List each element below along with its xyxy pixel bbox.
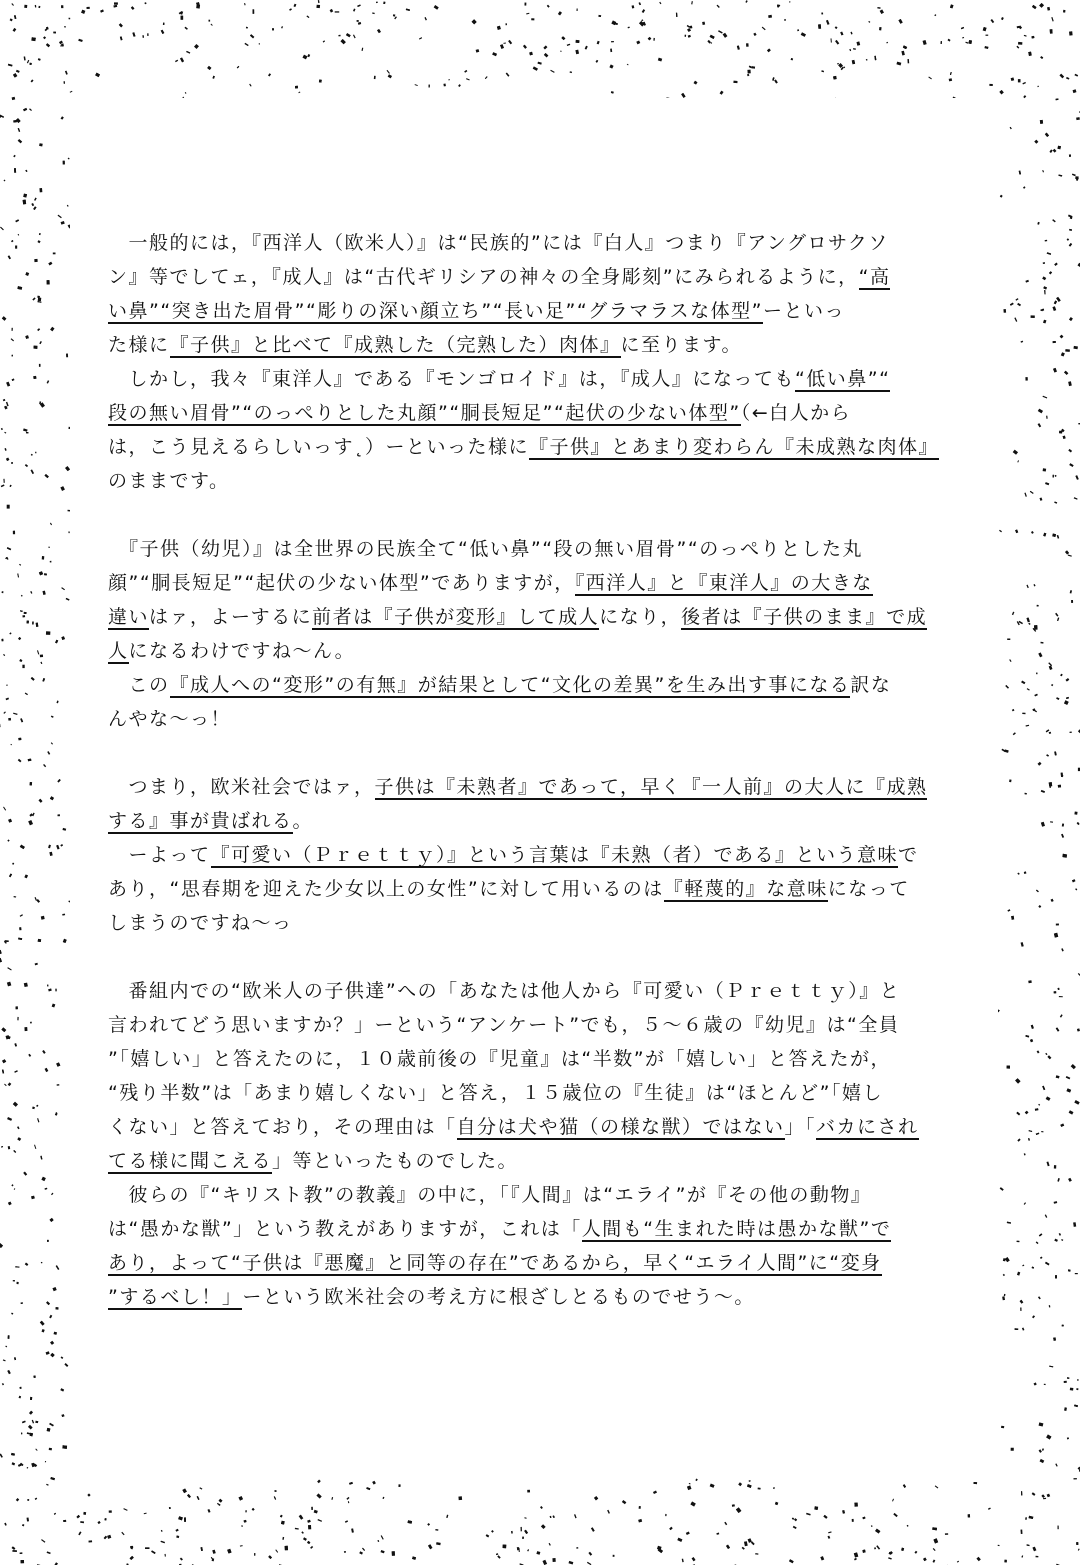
underlined-phrase: 人 [108, 640, 129, 662]
text-run: “残り半数”は「あまり嬉しくない」と答え，１５歳位の『生徒』は“ほとんど”「嬉し [108, 1082, 884, 1104]
underlined-phrase: 『成人への“変形”の有無』が結果として“文化の差異”を生み出す事になる [169, 674, 851, 696]
text-run: ˛ [354, 436, 366, 458]
text-run: しまうのですね〜っ [108, 912, 293, 934]
underlined-phrase: 『軽蔑的』な意味 [663, 878, 828, 900]
text-run: になり， [599, 606, 682, 628]
text-run: つまり，欧米社会ではァ， [108, 776, 375, 798]
text-run: のままです。 [108, 470, 230, 492]
text-run: ーという欧米社会の考え方に根ざしとるものでせう〜。 [242, 1286, 755, 1308]
text-run: ン』等でしてェ，『成人』は“古代ギリシアの神々の全身彫刻”にみられるように， [108, 266, 859, 288]
text-run: に至ります。 [620, 334, 743, 356]
text-line [108, 770, 976, 804]
text-run: 彼らの『“キリスト教”の教義』の中に，「『人間』は“エライ”が『その他の動物』 [108, 1184, 872, 1206]
underlined-phrase: あり，よって“子供は『悪魔』と同等の存在”であるから，早く“エライ人間”に“変身 [108, 1252, 882, 1274]
text-run: た様に [108, 334, 170, 356]
underlined-phrase: する』事が貴ばれる [108, 810, 293, 832]
underlined-phrase: 後者は『子供のまま』で成 [681, 606, 928, 628]
text-run: はァ，よーするに [149, 606, 313, 628]
underlined-phrase: 子供は『未熟者』であって，早く『一人前』の大人に『成熟 [374, 776, 928, 798]
underlined-phrase: 『可愛い（Ｐｒｅｔｔｙ）』という言葉は『未熟（者）である』という意味 [210, 844, 899, 866]
paragraph-gap [108, 736, 976, 770]
text-line [108, 1008, 976, 1042]
text-run: ）ーといった様に [365, 436, 530, 458]
text-line [108, 226, 976, 260]
paragraph-gap [108, 940, 976, 974]
paragraph [108, 532, 976, 668]
paragraph [108, 226, 976, 362]
underlined-phrase: 段の無い眉骨”“のっぺりとした丸顔”“胴長短足”“起伏の少ない体型” [108, 402, 741, 424]
paragraph [108, 838, 976, 940]
text-run: になって [827, 878, 910, 900]
underlined-phrase: “高 [858, 266, 891, 288]
text-line [108, 1076, 976, 1110]
underlined-phrase: 『子供』とあまり変わらん『未成熟な肉体』 [529, 436, 940, 458]
text-run: （←白人から [740, 402, 852, 424]
text-line [108, 464, 976, 498]
text-run: しかし，我々『東洋人』である『モンゴロイド』は，『成人』になっても [108, 368, 795, 390]
text-line [108, 974, 976, 1008]
text-line [108, 804, 976, 838]
underlined-phrase: い鼻”“突き出た眉骨”“彫りの深い顔立ち”“長い足”“グラマラスな体型” [108, 300, 764, 322]
underlined-phrase: ”するべし！」 [108, 1286, 243, 1308]
text-line [108, 1110, 976, 1144]
text-run: 番組内での“欧米人の子供達”への「あなたは他人から『可愛い（Ｐｒｅｔｔｙ）』と [108, 980, 901, 1002]
underlined-phrase: 前者は『子供が変形』して成人 [312, 606, 600, 628]
text-line [108, 668, 976, 702]
text-line [108, 600, 976, 634]
text-line [108, 328, 976, 362]
text-run: 言われてどう思いますか？」ーという“アンケート”でも，５〜６歳の『幼児』は“全員 [108, 1014, 900, 1036]
underlined-phrase: 『西洋人』と『東洋人』の大きな [574, 572, 873, 594]
text-run: は，こう見えるらしいっす [108, 436, 355, 458]
text-line [108, 1212, 976, 1246]
text-run: 」「 [784, 1116, 817, 1138]
text-line [108, 362, 976, 396]
text-line [108, 1144, 976, 1178]
underlined-phrase: てる様に聞こえる [108, 1150, 273, 1172]
text-line [108, 294, 976, 328]
text-line [108, 1042, 976, 1076]
paragraph [108, 974, 976, 1178]
text-line [108, 430, 976, 464]
text-run: くない」と答えており，その理由は「 [108, 1116, 457, 1138]
text-run: 。 [292, 810, 314, 832]
text-run: この [108, 674, 170, 696]
text-line [108, 838, 976, 872]
underlined-phrase: 違い [108, 606, 150, 628]
text-line [108, 532, 976, 566]
text-run: ーといっ [763, 300, 846, 322]
underlined-phrase: バカにされ [816, 1116, 919, 1138]
underlined-phrase: 『子供』と比べて『成熟した（完熟した）肉体』 [169, 334, 621, 356]
text-run: で [898, 844, 919, 866]
text-line [108, 396, 976, 430]
underlined-phrase: 人間も“生まれた時は愚かな獣”で [581, 1218, 892, 1240]
text-run: んやな〜っ！ [108, 708, 232, 730]
paragraph [108, 668, 976, 736]
paragraph-gap [108, 498, 976, 532]
underlined-phrase: 自分は犬や猫（の様な獣）ではない [456, 1116, 785, 1138]
text-run: 訳な [850, 674, 892, 696]
text-run: 顔”“胴長短足”“起伏の少ない体型”でありますが， [108, 572, 575, 594]
text-run: ”「嬉しい」と答えたのに，１０歳前後の『児童』は“半数”が「嬉しい」と答えたが， [108, 1048, 892, 1070]
text-line [108, 1246, 976, 1280]
document-body [108, 226, 976, 1314]
underlined-phrase: “低い鼻”“ [794, 368, 891, 390]
text-line [108, 566, 976, 600]
text-run: 『子供（幼児）』は全世界の民族全て“低い鼻”“段の無い眉骨”“のっぺりとした丸 [108, 538, 864, 560]
text-line [108, 1280, 976, 1314]
text-line [108, 906, 976, 940]
text-run: ーよって [108, 844, 211, 866]
text-line [108, 872, 976, 906]
text-run: になるわけですね〜ん。 [128, 640, 356, 662]
text-run: は“愚かな獣”」という教えがありますが，これは「 [108, 1218, 582, 1240]
text-run: あり，“思春期を迎えた少女以上の女性”に対して用いるのは [108, 878, 664, 900]
text-run: 一般的には，『西洋人（欧米人）』は“民族的”には『白人』つまり『アングロサクソ [108, 232, 889, 254]
text-line [108, 260, 976, 294]
text-line [108, 702, 976, 736]
text-run: 」等といったものでした。 [272, 1150, 519, 1172]
text-line [108, 1178, 976, 1212]
text-line [108, 634, 976, 668]
paragraph [108, 1178, 976, 1314]
paragraph [108, 770, 976, 838]
paragraph [108, 362, 976, 498]
